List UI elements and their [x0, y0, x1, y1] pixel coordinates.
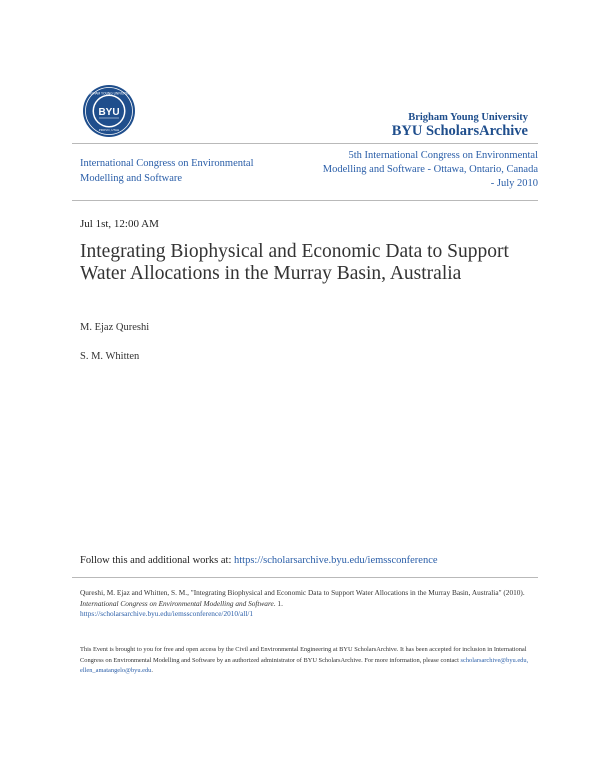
byu-seal-logo	[82, 84, 136, 138]
header-divider	[72, 143, 538, 144]
contact-emails-link[interactable]: scholarsarchive@byu.edu, ellen_amatangelo@byu.edu	[80, 656, 529, 675]
archive-name: BYU ScholarsArchive	[391, 123, 528, 139]
notice-end: .	[151, 667, 153, 675]
notice-text: This Event is brought to you for free and open access by the Civil and Environmental Engineering at BYU ScholarsArchive. It has been accepted for inclusion in International Congress on Environmental Modelling and Software by an authorized administrator of BYU ScholarsArchive. For more information, please contact	[80, 646, 527, 664]
author-2: S. M. Whitten	[80, 351, 140, 362]
collections-divider	[72, 200, 538, 201]
seal-ring-text: BRIGHAM YOUNG UNIVERSITY	[85, 91, 133, 96]
collection-link-right[interactable]: 5th International Congress on Environmental Modelling and Software - Ottawa, Ontario, Canada - July 2010	[322, 150, 538, 189]
author-1: M. Ejaz Qureshi	[80, 322, 150, 333]
citation-venue: International Congress on Environmental Modelling and Software	[80, 598, 274, 608]
footer-divider	[72, 577, 538, 578]
document-title: Integrating Biophysical and Economic Data to Support Water Allocations in the Murray Basin, Australia	[80, 241, 509, 284]
university-name: Brigham Young University	[408, 112, 528, 123]
event-date: Jul 1st, 12:00 AM	[80, 218, 159, 230]
seal-small-text: PROVO, UTAH	[98, 128, 120, 132]
citation-suffix: . 1.	[273, 598, 283, 608]
collection-link-left[interactable]: International Congress on Environmental Modelling and Software	[80, 158, 254, 184]
follow-link[interactable]: https://scholarsarchive.byu.edu/iemssconference	[234, 555, 438, 566]
access-notice	[80, 645, 536, 677]
seal-monogram: BYU	[98, 107, 120, 118]
follow-label: Follow this and additional works at:	[80, 555, 232, 566]
citation-text: Qureshi, M. Ejaz and Whitten, S. M., "Integrating Biophysical and Economic Data to Support Water Allocations in the Murray Basin, Australia" (2010).	[80, 588, 525, 597]
citation-block	[80, 588, 532, 620]
follow-line	[80, 555, 438, 566]
citation-link[interactable]: https://scholarsarchive.byu.edu/iemssconference/2010/all/1	[80, 609, 254, 618]
